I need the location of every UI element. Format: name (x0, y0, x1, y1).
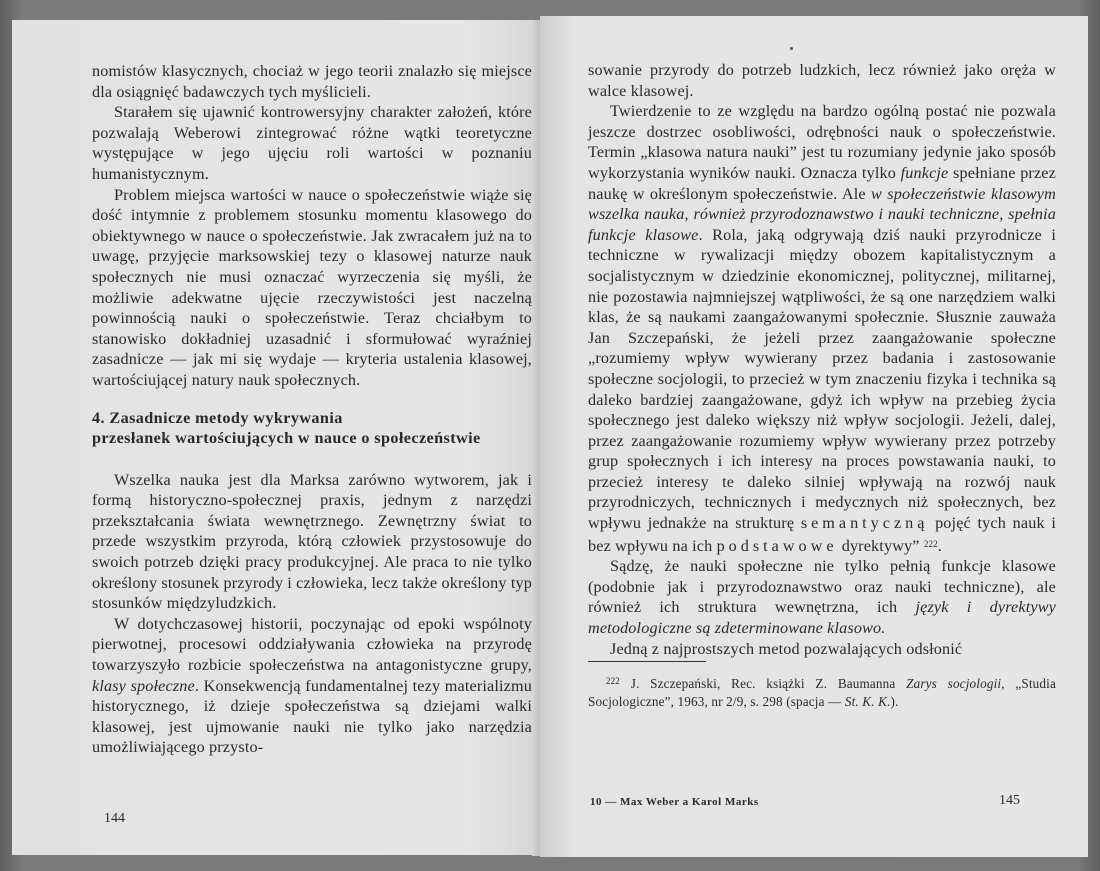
left-page (12, 20, 542, 855)
footnote-italic-title: Zarys socjologii (906, 676, 1002, 692)
footnote-rule (588, 661, 706, 662)
right-paragraph-3 (588, 556, 1056, 638)
left-paragraph-5-end: . Konsekwencją fundamentalnej tezy materializmu historycznego, iż dzieje społeczeństwa są dziejami walki klasowej, jest ujmowanie nauki nie tylko jako narzędzia umożliwiającego przysto- (92, 676, 532, 757)
right-page-text (588, 60, 1056, 711)
footnote (588, 672, 1056, 711)
footnote-b: , „Studia Socjologiczne”, 1963, nr 2/9, s. 298 (spacja — (588, 676, 1056, 710)
rp2-italic-2: w społeczeństwie klasowym wszelka nauka, również przyrodoznawstwo i nauki techniczne, spełnia funkcje klasowe (588, 184, 1056, 244)
rp2-d: pojęć tych nauk i bez wpływu na ich (588, 514, 1056, 555)
left-paragraph-5-start: W dotychczasowej historii, poczynając od epoki wspólnoty pierwotnej, procesowi oddziaływania człowieka na przyrodę towarzyszyło rozbicie społeczeństwa na antagonistyczne grupy, (92, 614, 532, 675)
rp2-c: . Rola, jaką odgrywają dziś nauki przyrodnicze i techniczne w rywalizacji między obozem kapitalistycznym a socjalistycznym w dziedzinie ekonomicznej, politycznej, militarnej, nie pozostawia najmniejszej wątpliwości, że są one narzędziem walki klas, że są naukami zaangażowanymi społecznie. Słusznie zauważa Jan Szczepański, że jeżeli przez zaangażowanie społeczne „rozumiemy wpływ wywierany przez badania i zastosowanie społeczne socjologii, to przecież w tym znaczeniu fizyka i technika są daleko bardziej zaangażowane, gdyż ich wpływ na przebieg życia społecznego jest daleko większy niż wpływ socjologii. Jeżeli, dalej, przez zaangażowanie rozumiemy wpływ wywierany przez potrzeby grup społecznych i ich interesy na proces powstawania nauki, to przecież interesy te daleko silniej wpływają na rozwój nauk przyrodniczych, technicznych i medycznych niż społecznych, bez wpływu jednakże na strukturę (588, 225, 1056, 533)
left-paragraph-3: Problem miejsca wartości w nauce o społeczeństwie wiąże się dość intymnie z problemem stosunku momentu klasowego do obiektywnego w nauce o społeczeństwie. Jak zwracałem już na to uwagę, przyjęcie marksowskiej tezy o klasowej naturze nauk społecznych nie musi oznaczać wyrzeczenia się myśli, że możliwie adekwatne ujęcie rzeczywistości jest naczelną powinnością nauki o społeczeństwie. Teraz chciałbym to stanowisko dokładniej uzasadnić i sformułować wyraźniej zasadnicze — jak mi się wydaje — kryteria ustalenia klasowej, wartościującej natury nauk społecznych. (92, 185, 532, 389)
section-heading (92, 408, 532, 449)
signature-line: 10 — Max Weber a Karol Marks (590, 796, 759, 808)
right-page (540, 16, 1088, 857)
rp2-f: . (937, 536, 942, 555)
left-page-text (92, 61, 532, 758)
section-heading-line-1: 4. Zasadnicze metody wykrywania (92, 408, 343, 427)
rp2-italic-1: funkcje (900, 163, 949, 182)
left-paragraph-2: Starałem się ujawnić kontrowersyjny charakter założeń, które pozwalają Weberowi zintegrować różne wątki teoretyczne występujące w jego ujęciu roli wartości w poznaniu humanistycznym. (92, 103, 532, 183)
rp2-a: Twierdzenie to ze względu na bardzo ogólną postać nie pozwala jeszcze dostrzec osobliwości, odrębności nauk o społeczeństwie. Termin „klasowa natura nauki” jest tu rozumiany jedynie jako sposób wykorzystania wyników nauki. Oznacza tylko (588, 102, 1056, 182)
footnote-reference: 222 (923, 538, 938, 549)
rp2-e: dyrektywy” (837, 536, 924, 555)
footnote-a: J. Szczepański, Rec. książki Z. Baumanna (619, 676, 907, 692)
scan-fleck (790, 47, 793, 50)
rp3-italic: język i dyrektywy metodologiczne są zdeterminowane klasowo. (588, 598, 1056, 638)
left-page-number: 144 (104, 811, 125, 826)
left-paragraph-1: nomistów klasycznych, chociaż w jego teorii znalazło się miejsce dla osiągnięć badawczych tych myślicieli. (92, 62, 532, 101)
section-heading-line-2: przesłanek wartościujących w nauce o społeczeństwie (92, 429, 481, 448)
rp3-a: Sądzę, że nauki społeczne nie tylko pełnią funkcje klasowe (podobnie jak i przyrodoznawstwo oraz nauki techniczne), ale również ich struktura wewnętrzna, ich (588, 557, 1056, 617)
rp2-spaced-1: semantyczną (800, 514, 929, 533)
rp2-b: spełniane przez naukę w określonym społeczeństwie. Ale (588, 163, 1056, 203)
footnote-number: 222 (606, 676, 620, 687)
left-paragraph-5 (92, 614, 532, 758)
rp2-spaced-2: podstawowe (716, 536, 838, 555)
right-paragraph-4: Jedną z najprostszych metod pozwalających odsłonić (610, 639, 963, 658)
footnote-italic-initials: St. K. K. (844, 694, 891, 710)
right-paragraph-2 (588, 101, 1056, 556)
right-paragraph-1: sowanie przyrody do potrzeb ludzkich, lecz również jako oręża w walce klasowej. (588, 61, 1056, 100)
left-paragraph-4: Wszelka nauka jest dla Marksa zarówno wytworem, jak i formą historyczno-społecznej praxis, jednym z narzędzi przekształcania świata wewnętrznego. Zewnętrzny świat to przede wszystkim przyroda, którą człowiek przystosowuje do swoich potrzeb dzięki pracy produkcyjnej. Ale praca to nie tylko określony stosunek przyrody i człowieka, lecz także określony typ stosunków międzyludzkich. (92, 470, 532, 613)
left-paragraph-5-italic: klasy społeczne (92, 676, 195, 695)
footnote-c: ). (890, 694, 899, 710)
right-page-number: 145 (999, 793, 1020, 808)
